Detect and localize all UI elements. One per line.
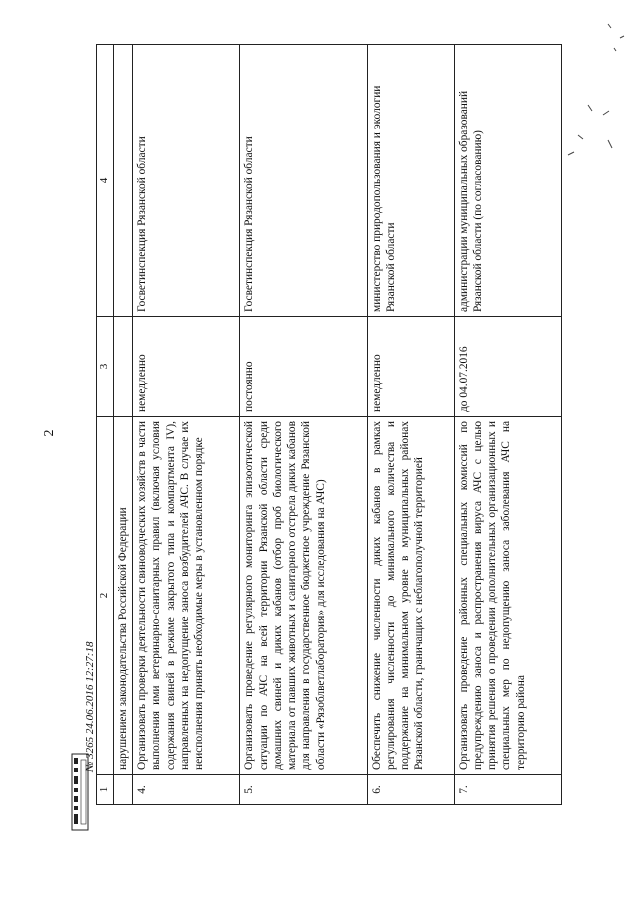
cell-action: Организовать проведение районных специальных комиссий по предупреждению заноса и распространения вируса АЧС с целью принятия решения о проведении дополнительных организационных и специальных мер по недопущению заноса заболевания АЧС на территорию района xyxy=(454,417,561,775)
margin-marks-icon xyxy=(548,95,638,185)
table-row xyxy=(113,45,132,805)
measures-table xyxy=(96,44,562,805)
cell-num: 6. xyxy=(367,775,454,805)
cell-num: 5. xyxy=(240,775,367,805)
corner-marks-icon xyxy=(600,18,635,58)
header-row xyxy=(97,45,114,805)
table-row xyxy=(454,45,561,805)
column-header: 1 xyxy=(97,775,114,805)
cell-action: Обеспечить снижение численности диких кабанов в рамках регулирования численности до минимального количества и поддержание на минимальном уровне в муниципальных районах Рязанской области, граничащих с неблагополучной территорией xyxy=(367,417,454,775)
cell-term xyxy=(113,317,132,417)
column-header: 4 xyxy=(97,45,114,317)
cell-num: 4. xyxy=(133,775,240,805)
table-row xyxy=(133,45,240,805)
cell-action-continuation: нарушением законодательства Российской Федерации xyxy=(113,417,132,775)
cell-executor: администрации муниципальных образований Рязанской области (по согласованию) xyxy=(454,45,561,317)
cell-action: Организовать проверки деятельности свиноводческих хозяйств в части выполнения ими ветеринарно-санитарных правил (включая условия содержания свиней в режиме закрытого типа и компартмента IV), направленных на недопущение заноса возбудителей АЧС. В случае их неисполнения принять необходимые меры в установленном порядке xyxy=(133,417,240,775)
cell-term: немедленно xyxy=(367,317,454,417)
cell-term: постоянно xyxy=(240,317,367,417)
cell-executor: министерство природопользования и экологии Рязанской области xyxy=(367,45,454,317)
document-stamp: № 3265 24.06.2016 12:27:18 xyxy=(84,641,96,772)
cell-term: немедленно xyxy=(133,317,240,417)
table-row xyxy=(240,45,367,805)
column-header: 2 xyxy=(97,417,114,775)
cell-executor xyxy=(113,45,132,317)
cell-num: 7. xyxy=(454,775,561,805)
page-number: 2 xyxy=(42,429,57,437)
rotated-table-wrapper xyxy=(96,45,562,805)
cell-num xyxy=(113,775,132,805)
cell-executor: Госветинспекция Рязанской области xyxy=(240,45,367,317)
cell-action: Организовать проведение регулярного мониторинга эпизоотической ситуации по АЧС на всей территории Рязанской области среди домашних свиней и диких кабанов (отбор проб биологического материала от павших животных и санитарного отстрела диких кабанов для направления в государственное бюджетное учреждение Рязанской области «Рязоблветлаборатория» для исследования на АЧС) xyxy=(240,417,367,775)
cell-term: до 04.07.2016 xyxy=(454,317,561,417)
cell-executor: Госветинспекция Рязанской области xyxy=(133,45,240,317)
table-row xyxy=(367,45,454,805)
column-header: 3 xyxy=(97,317,114,417)
